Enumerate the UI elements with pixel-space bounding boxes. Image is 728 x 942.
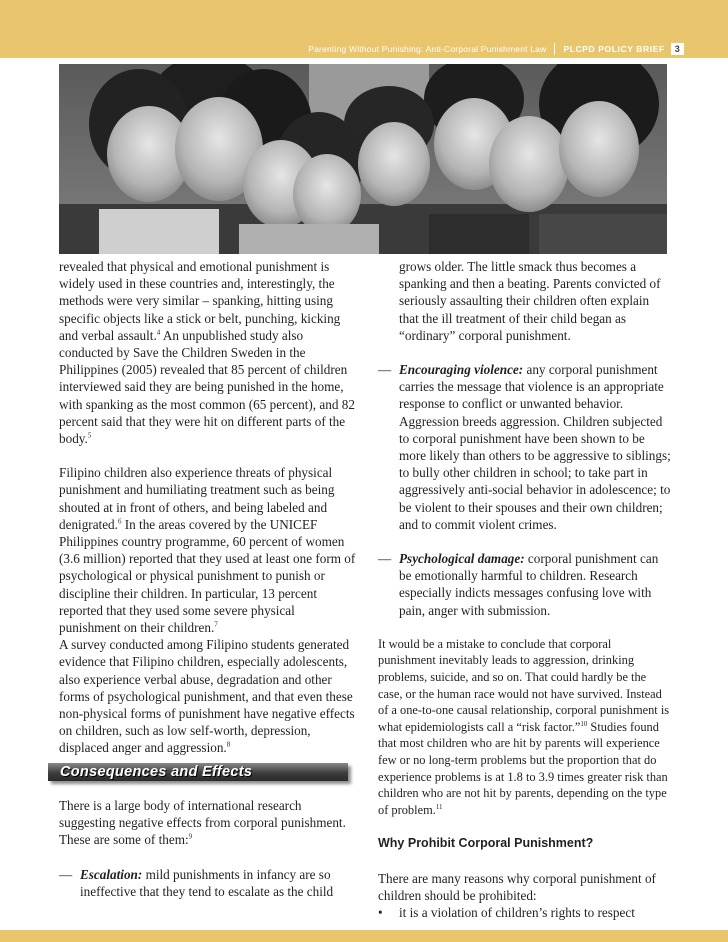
list-item-psychological-damage: — Psychological damage: corporal punishment can be emotionally harmful to children. Research especially indicts messages confusing love with pain, anger with submission. bbox=[378, 551, 659, 618]
section-heading-consequences bbox=[48, 760, 354, 784]
left-column bbox=[59, 258, 357, 757]
dash-marker: — bbox=[378, 362, 392, 378]
bullet-item-rights: • it is a violation of children’s rights to respect bbox=[378, 905, 635, 920]
page-number: 3 bbox=[671, 43, 684, 55]
paragraph-risk-factor: It would be a mistake to conclude that corporal punishment inevitably leads to aggression, drinking problems, suicide, and so on. That could hardly be the case, or the human race would not have survived. Instead of a one-to-one causal relationship, corporal punishment is what epidemiologists call a “risk factor.”$^{10}$ Studies found that most children who are hit by parents will experience few or no long-term problems but the proportion that do experience problems is at 1.8 to 3.9 times greater risk than children who are not hit by parents, depending on the type of problem.$^{11}$ bbox=[378, 636, 670, 817]
dash-marker: — bbox=[378, 551, 392, 567]
dash-marker: — bbox=[59, 866, 73, 882]
header-title: Parenting Without Punishing: Anti-Corporal Punishment Law bbox=[308, 44, 547, 54]
term-escalation: Escalation: bbox=[80, 866, 143, 882]
bottom-color-band bbox=[0, 930, 728, 942]
header-divider bbox=[554, 43, 555, 55]
children-photo bbox=[59, 64, 667, 254]
running-header bbox=[308, 43, 684, 55]
subheading-why-prohibit: Why Prohibit Corporal Punishment? bbox=[378, 836, 594, 851]
children-photo-illustration bbox=[59, 64, 667, 254]
header-series: PLCPD POLICY BRIEF bbox=[563, 44, 665, 54]
term-psychological-damage: Psychological damage: bbox=[399, 551, 525, 567]
bullet-marker: • bbox=[378, 905, 383, 920]
paragraph-punishment-methods: revealed that physical and emotional punishment is widely used in these countries and, interestingly, the methods were very similar – spanking, hitting using specific objects like a stick or belt, punching, kicking and verbal assault.$^4$ An unpublished study also conducted by Save the Children Sweden in the Philippines (2005) revealed that 85 percent of children interviewed said they are being punished in the home, with spanking as the most common (65 percent), and 82 percent said that they were hit on different parts of the body.$^5$ bbox=[59, 259, 355, 447]
section-heading-title: Consequences and Effects bbox=[60, 764, 253, 780]
list-item-escalation: — Escalation: mild punishments in infancy are so ineffective that they tend to escalate as the child bbox=[59, 866, 334, 899]
escalation-continued: grows older. The little smack thus becomes a spanking and then a beating. Parents convicted of seriously assaulting their children often explain that the ill treatment of their child began as “ordinary” corporal punishment. bbox=[399, 259, 661, 343]
left-column-lower bbox=[59, 797, 357, 900]
paragraph-psychological-threats: Filipino children also experience threats of physical punishment and humiliating treatment such as being shouted at in front of others, and being labeled and denigrated.$^6$ In the areas covered by the UNICEF Philippines country programme, 60 percent of women (3.6 million) reported that they used at least one form of psychological or physical punishment to punish or discipline their children. In particular, 13 percent reported that they used some severe physical punishment on their children.$^7$ bbox=[59, 465, 356, 636]
paragraph-reasons: There are many reasons why corporal punishment of children should be prohibited: bbox=[378, 870, 656, 903]
term-encouraging-violence: Encouraging violence: bbox=[399, 362, 524, 378]
list-item-encouraging-violence: — Encouraging violence: any corporal punishment carries the message that violence is an appropriate response to conflict or unwanted behavior. Aggression breeds aggression. Children subjected to corporal punishment have been shown to be more likely than others to be aggressive to siblings; to bully other children in school; to take part in aggressively anti-social behavior in adolescence; to be violent to their spouses and their own children; and to commit violent crimes. bbox=[378, 362, 671, 532]
paragraph-student-survey: A survey conducted among Filipino students generated evidence that Filipino children, especially adolescents, also experience verbal abuse, degradation and other forms of psychological punishment, and that even these non-physical forms of punishment have negative effects on children, such as low self-worth, depression, displaced anger and aggression.$^8$ bbox=[59, 637, 355, 756]
right-column bbox=[378, 258, 672, 921]
paragraph-international-research: There is a large body of international research suggesting negative effects from corporal punishment. These are some of them:$^9$ bbox=[59, 798, 346, 848]
